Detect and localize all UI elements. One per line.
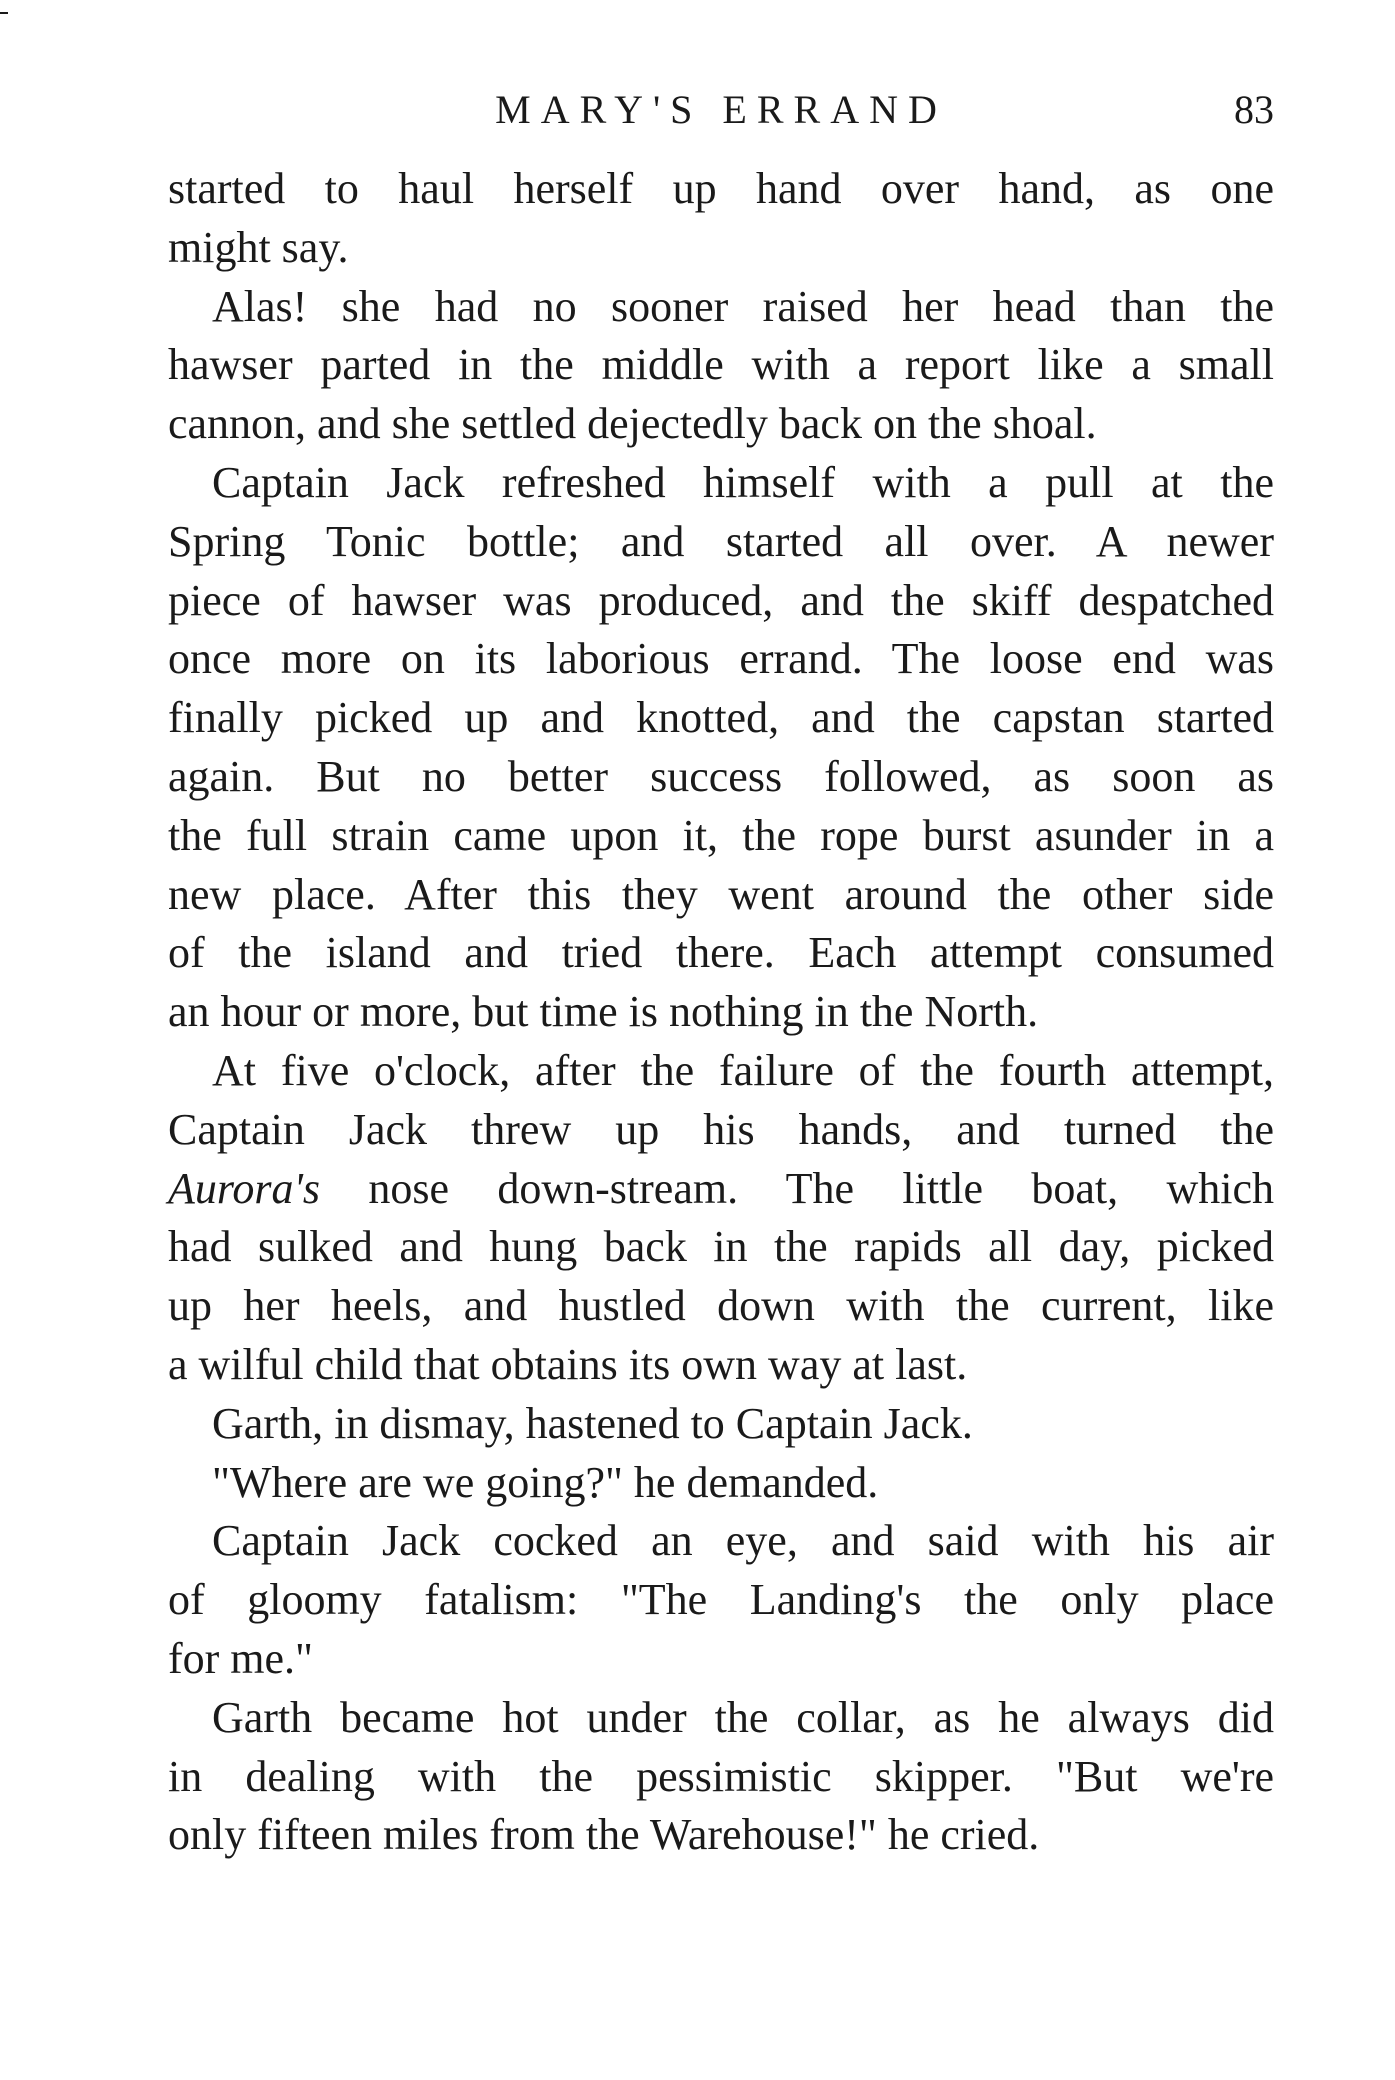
- paragraph-3: [168, 454, 1274, 1042]
- paragraph-4: [168, 1042, 1274, 1395]
- text-line: again. But no better success followed, as soon as: [168, 751, 1274, 801]
- text-line: Garth, in dismay, hastened to Captain Jack.: [212, 1398, 973, 1448]
- text-line: once more on its laborious errand. The loose end was: [168, 634, 1274, 684]
- text-line: only fifteen miles from the Warehouse!" he cried.: [168, 1810, 1040, 1860]
- text-line: "Where are we going?" he demanded.: [212, 1457, 879, 1507]
- text-line: of the island and tried there. Each attempt consumed: [168, 928, 1274, 978]
- running-head: [168, 80, 1274, 140]
- text-line: a wilful child that obtains its own way at last.: [168, 1339, 968, 1389]
- italic-boat-name: Aurora's: [168, 1163, 321, 1213]
- text-line: Garth became hot under the collar, as he always did: [212, 1692, 1274, 1742]
- text-line: hawser parted in the middle with a report like a small: [168, 340, 1274, 390]
- paragraph-7: [168, 1512, 1274, 1688]
- text-line: an hour or more, but time is nothing in the North.: [168, 987, 1039, 1037]
- body-text: [168, 160, 1274, 1865]
- text-line: the full strain came upon it, the rope burst asunder in a: [168, 810, 1274, 860]
- text-line: finally picked up and knotted, and the capstan started: [168, 693, 1274, 743]
- text-line: of gloomy fatalism: "The Landing's the only place: [168, 1575, 1274, 1625]
- text-line: might say.: [168, 222, 349, 272]
- text-line: in dealing with the pessimistic skipper. "But we're: [168, 1751, 1274, 1801]
- text-line: for me.": [168, 1633, 314, 1683]
- text-line: At five o'clock, after the failure of the fourth attempt,: [212, 1045, 1274, 1095]
- paragraph-2: [168, 278, 1274, 454]
- page-number: 83: [1234, 87, 1274, 132]
- text-line-with-italic: [168, 1160, 1274, 1219]
- text-line: Captain Jack refreshed himself with a pull at the: [212, 457, 1274, 507]
- text-line: Alas! she had no sooner raised her head than the: [212, 281, 1274, 331]
- page-edge-mark: [0, 12, 8, 14]
- text-line: Captain Jack threw up his hands, and turned the: [168, 1104, 1274, 1154]
- running-title: MARY'S ERRAND: [495, 87, 947, 132]
- text-line: up her heels, and hustled down with the current, like: [168, 1281, 1274, 1331]
- text-line: new place. After this they went around the other side: [168, 869, 1274, 919]
- text-line: Captain Jack cocked an eye, and said with his air: [212, 1516, 1274, 1566]
- text-line: cannon, and she settled dejectedly back on the shoal.: [168, 399, 1097, 449]
- paragraph-8: [168, 1689, 1274, 1865]
- text-fragment: nose down-stream. The little boat, which: [368, 1163, 1274, 1213]
- text-line: started to haul herself up hand over hand, as one: [168, 164, 1274, 213]
- text-line: Spring Tonic bottle; and started all over. A newer: [168, 516, 1274, 566]
- text-line: had sulked and hung back in the rapids all day, picked: [168, 1222, 1274, 1272]
- paragraph-5: [168, 1395, 1274, 1454]
- paragraph-1: [168, 160, 1274, 278]
- paragraph-6: [168, 1454, 1274, 1513]
- text-line: piece of hawser was produced, and the skiff despatched: [168, 575, 1274, 625]
